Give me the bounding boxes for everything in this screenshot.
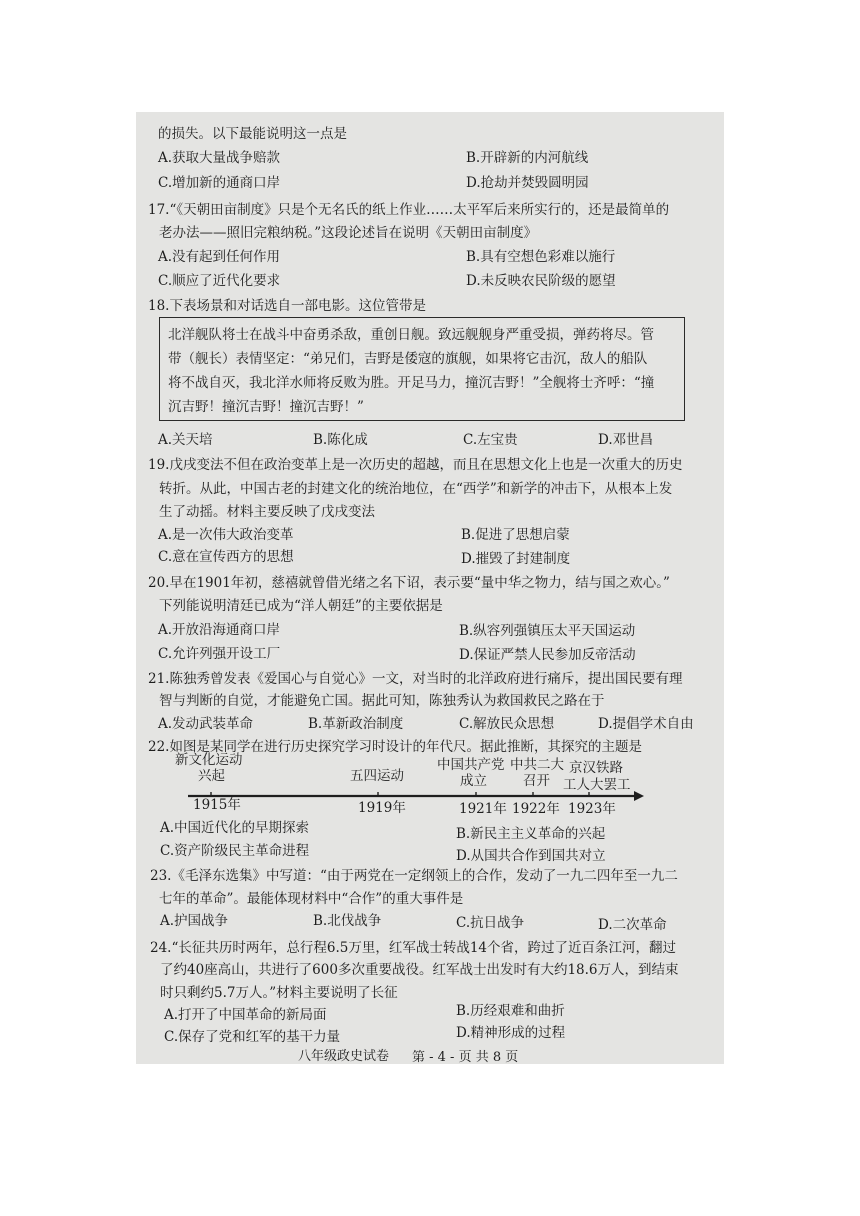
q20-option-a: A.开放沿海通商口岸	[158, 622, 281, 638]
q20-line-2: 下列能说明清廷已成为“洋人朝廷”的主要依据是	[159, 598, 443, 614]
q19-line-2: 转折。从此，中国古老的封建文化的统治地位，在“西学”和新学的冲击下，从根本上发	[159, 481, 673, 497]
tl-year-1919: 1919年	[358, 800, 406, 816]
q18-option-a: A.关天培	[158, 432, 213, 448]
q17-option-a: A.没有起到任何作用	[158, 249, 281, 265]
tl-year-1922: 1922年	[512, 801, 560, 817]
tl-year-1921: 1921年	[459, 801, 507, 817]
q22-option-c: C.资产阶级民主革命进程	[160, 843, 310, 859]
q19-option-d: D.摧毁了封建制度	[461, 551, 571, 567]
q19-line-3: 生了动摇。材料主要反映了戊戌变法	[159, 504, 375, 520]
tl-label-erda: 中共二大	[510, 757, 564, 773]
tl-label-chengli: 成立	[460, 773, 487, 789]
tl-year-1915: 1915年	[193, 797, 241, 813]
q17-option-d: D.未反映农民阶级的愿望	[466, 273, 616, 289]
q18-stem: 18.下表场景和对话选自一部电影。这位管带是	[148, 298, 426, 314]
q16-option-c: C.增加新的通商口岸	[158, 175, 281, 191]
q16-option-d: D.抢劫并焚毁圆明园	[466, 175, 589, 191]
q23-option-d: D.二次革命	[598, 917, 667, 933]
q16-stem-end: 的损失。以下最能说明这一点是	[158, 126, 347, 142]
q24-option-b: B.历经艰难和曲折	[456, 1003, 565, 1019]
q21-line-2: 智与判断的自觉，才能避免亡国。据此可知，陈独秀认为救国救民之路在于	[159, 693, 605, 709]
q18-option-d: D.邓世昌	[598, 432, 654, 448]
q20-option-b: B.纵容列强镇压太平天国运动	[459, 623, 636, 639]
tl-label-bagong: 工人大罢工	[563, 777, 631, 793]
q19-option-c: C.意在宣传西方的思想	[158, 549, 294, 565]
q21-option-d: D.提倡学术自由	[598, 716, 694, 732]
q22-option-d: D.从国共合作到国共对立	[456, 848, 606, 864]
q20-line-1: 20.早在1901年初，慈禧就曾借光绪之名下诏，表示要“量中华之物力，结与国之欢心。”	[148, 575, 670, 591]
q18-box-line-2: 带（舰长）表情坚定：“弟兄们，吉野是倭寇的旗舰，如果将它击沉，敌人的船队	[168, 351, 648, 367]
q18-box-line-1: 北洋舰队将士在战斗中奋勇杀敌，重创日舰。致远舰舰身严重受损，弹药将尽。管	[168, 327, 654, 343]
q18-option-c: C.左宝贵	[463, 432, 518, 448]
q18-box-line-3: 将不战自灭，我北洋水师将反败为胜。开足马力，撞沉吉野！”全舰将士齐呼：“撞	[168, 375, 655, 391]
q20-option-c: C.允许列强开设工厂	[158, 646, 281, 662]
q18-box-line-4: 沉吉野！撞沉吉野！撞沉吉野！”	[168, 399, 364, 415]
q19-line-1: 19.戊戌变法不但在政治变革上是一次历史的超越，而且在思想文化上也是一次重大的历史	[148, 457, 683, 473]
tl-label-zhaokai: 召开	[523, 773, 550, 789]
q23-line-1: 23.《毛泽东选集》中写道：“由于两党在一定纲领上的合作，发动了一九二四年至一九二	[150, 868, 678, 884]
q21-option-b: B.革新政治制度	[308, 716, 404, 732]
q24-option-d: D.精神形成的过程	[456, 1025, 566, 1041]
q24-line-2: 了约40座高山，共进行了600多次重要战役。红军战士出发时有大约18.6万人，到结束	[160, 962, 679, 978]
tl-label-gongchandang: 中国共产党	[437, 757, 505, 773]
q21-option-c: C.解放民众思想	[459, 716, 555, 732]
q22-option-b: B.新民主主义革命的兴起	[456, 826, 606, 842]
q22-stem: 22.如图是某同学在进行历史探究学习时设计的年代尺。据此推断，其探究的主题是	[148, 739, 642, 755]
q23-line-2: 七年的革命”。最能体现材料中“合作”的重大事件是	[159, 891, 464, 907]
footer-subject: 八年级政史试卷	[298, 1049, 390, 1064]
q21-line-1: 21.陈独秀曾发表《爱国心与自觉心》一文，对当时的北洋政府进行痛斥，提出国民要有理	[148, 671, 683, 687]
q23-option-c: C.抗日战争	[456, 915, 525, 931]
q23-option-b: B.北伐战争	[313, 913, 382, 929]
q24-option-a: A.打开了中国革命的新局面	[164, 1007, 327, 1023]
footer-page-number: 第 - 4 - 页 共 8 页	[412, 1050, 519, 1065]
tl-label-xingqi: 兴起	[198, 768, 225, 784]
timeline-arrow-head	[634, 791, 644, 801]
q19-option-b: B.促进了思想启蒙	[461, 527, 570, 543]
q24-option-c: C.保存了党和红军的基干力量	[164, 1029, 341, 1045]
q24-line-1: 24.“长征共历时两年，总行程6.5万里，红军战士转战14个省，跨过了近百条江河，翻过	[150, 940, 677, 956]
q19-option-a: A.是一次伟大政治变革	[158, 527, 294, 543]
q24-line-3: 时只剩约5.7万人。”材料主要说明了长征	[160, 985, 398, 1001]
q23-option-a: A.护国战争	[160, 913, 229, 929]
q22-option-a: A.中国近代化的早期探索	[160, 820, 310, 836]
q18-option-b: B.陈化成	[313, 432, 368, 448]
q17-line-1: 17.“《天朝田亩制度》只是个无名氏的纸上作业……太平军后来所实行的，还是最简单的	[148, 202, 670, 218]
tl-label-wusi: 五四运动	[350, 768, 404, 784]
q16-option-a: A.获取大量战争赔款	[158, 150, 281, 166]
q20-option-d: D.保证严禁人民参加反帝活动	[459, 647, 636, 663]
tl-year-1923: 1923年	[568, 801, 616, 817]
tl-label-jinghan: 京汉铁路	[569, 760, 623, 776]
q17-option-b: B.具有空想色彩难以施行	[466, 249, 616, 265]
q17-line-2: 老办法——照旧完粮纳税。”这段论述旨在说明《天朝田亩制度》	[159, 225, 538, 241]
q21-option-a: A.发动武装革命	[158, 716, 254, 732]
q16-option-b: B.开辟新的内河航线	[466, 150, 589, 166]
tl-label-xinwenhua: 新文化运动	[175, 752, 243, 768]
q17-option-c: C.顺应了近代化要求	[158, 273, 281, 289]
